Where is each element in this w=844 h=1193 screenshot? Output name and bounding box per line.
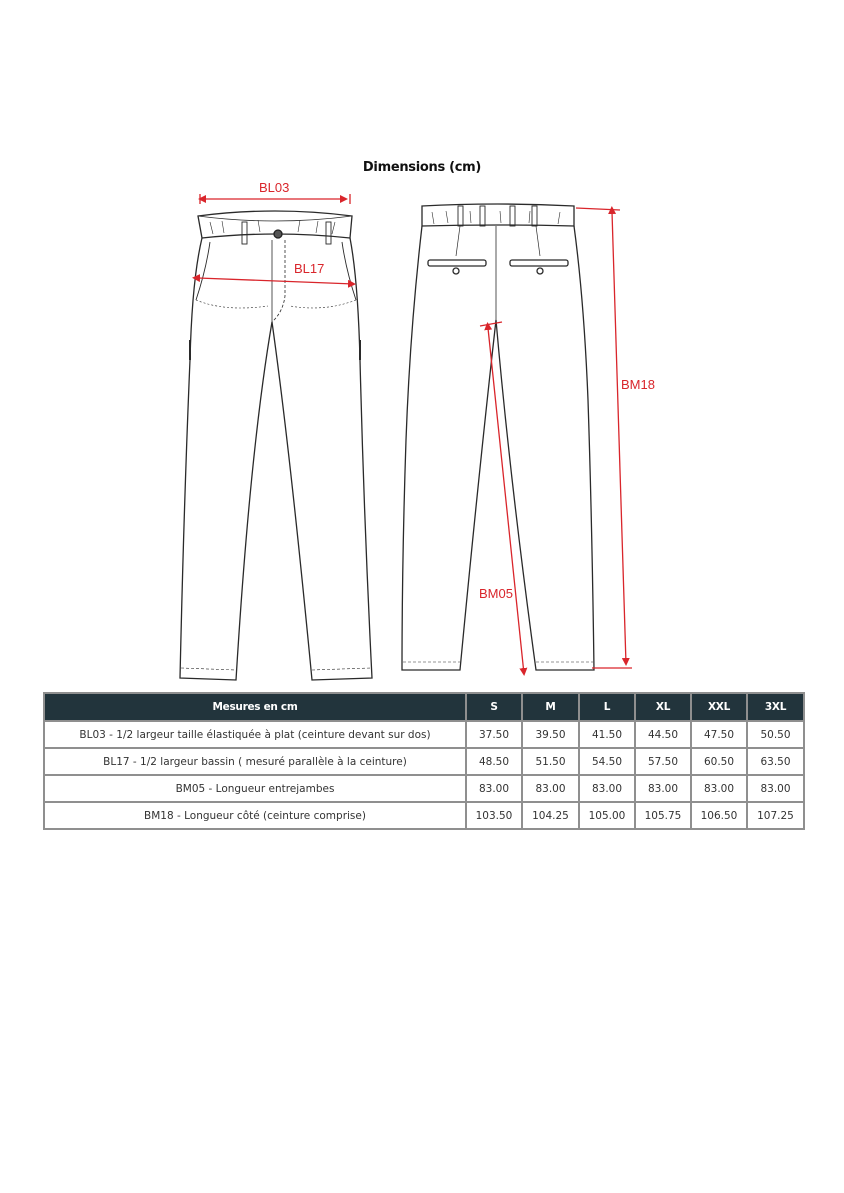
cell-value: 105.00	[579, 802, 635, 829]
table-header-row	[44, 693, 804, 721]
row-label: BM05 - Longueur entrejambes	[44, 775, 466, 802]
bm18-label: BM18	[621, 377, 655, 392]
cell-value: 41.50	[579, 721, 635, 748]
header-size: M	[522, 693, 579, 721]
cell-value: 83.00	[522, 775, 579, 802]
cell-value: 54.50	[579, 748, 635, 775]
table-row	[44, 802, 804, 829]
cell-value: 44.50	[635, 721, 691, 748]
cell-value: 104.25	[522, 802, 579, 829]
cell-value: 83.00	[635, 775, 691, 802]
cell-value: 47.50	[691, 721, 747, 748]
header-label: Mesures en cm	[44, 693, 466, 721]
back-pocket-left	[428, 260, 486, 266]
header-size: XL	[635, 693, 691, 721]
row-label: BL17 - 1/2 largeur bassin ( mesuré parallèle à la ceinture)	[44, 748, 466, 775]
table-row	[44, 748, 804, 775]
cell-value: 51.50	[522, 748, 579, 775]
row-label: BL03 - 1/2 largeur taille élastiquée à plat (ceinture devant sur dos)	[44, 721, 466, 748]
back-waistband	[422, 204, 574, 226]
header-size: L	[579, 693, 635, 721]
cell-value: 107.25	[747, 802, 804, 829]
row-label: BM18 - Longueur côté (ceinture comprise)	[44, 802, 466, 829]
cell-value: 60.50	[691, 748, 747, 775]
bm05-label: BM05	[479, 586, 513, 601]
page-title: Dimensions (cm)	[362, 160, 482, 175]
cell-value: 39.50	[522, 721, 579, 748]
table-row	[44, 775, 804, 802]
cell-value: 83.00	[747, 775, 804, 802]
cell-value: 48.50	[466, 748, 522, 775]
bm05-arrow	[488, 328, 524, 674]
bl03-label: BL03	[259, 180, 290, 195]
header-size: S	[466, 693, 522, 721]
header-size: 3XL	[747, 693, 804, 721]
size-table	[43, 692, 805, 830]
bm18-arrow	[612, 212, 626, 664]
bl17-label: BL17	[294, 261, 325, 276]
back-outline	[402, 226, 594, 670]
cell-value: 57.50	[635, 748, 691, 775]
cell-value: 83.00	[466, 775, 522, 802]
cell-value: 103.50	[466, 802, 522, 829]
cell-value: 37.50	[466, 721, 522, 748]
front-button	[274, 230, 282, 238]
header-size: XXL	[691, 693, 747, 721]
cell-value: 105.75	[635, 802, 691, 829]
bl17-arrow	[198, 278, 354, 284]
cell-value: 83.00	[579, 775, 635, 802]
cell-value: 83.00	[691, 775, 747, 802]
back-pocket-right	[510, 260, 568, 266]
cell-value: 50.50	[747, 721, 804, 748]
cell-value: 63.50	[747, 748, 804, 775]
table-row	[44, 721, 804, 748]
cell-value: 106.50	[691, 802, 747, 829]
